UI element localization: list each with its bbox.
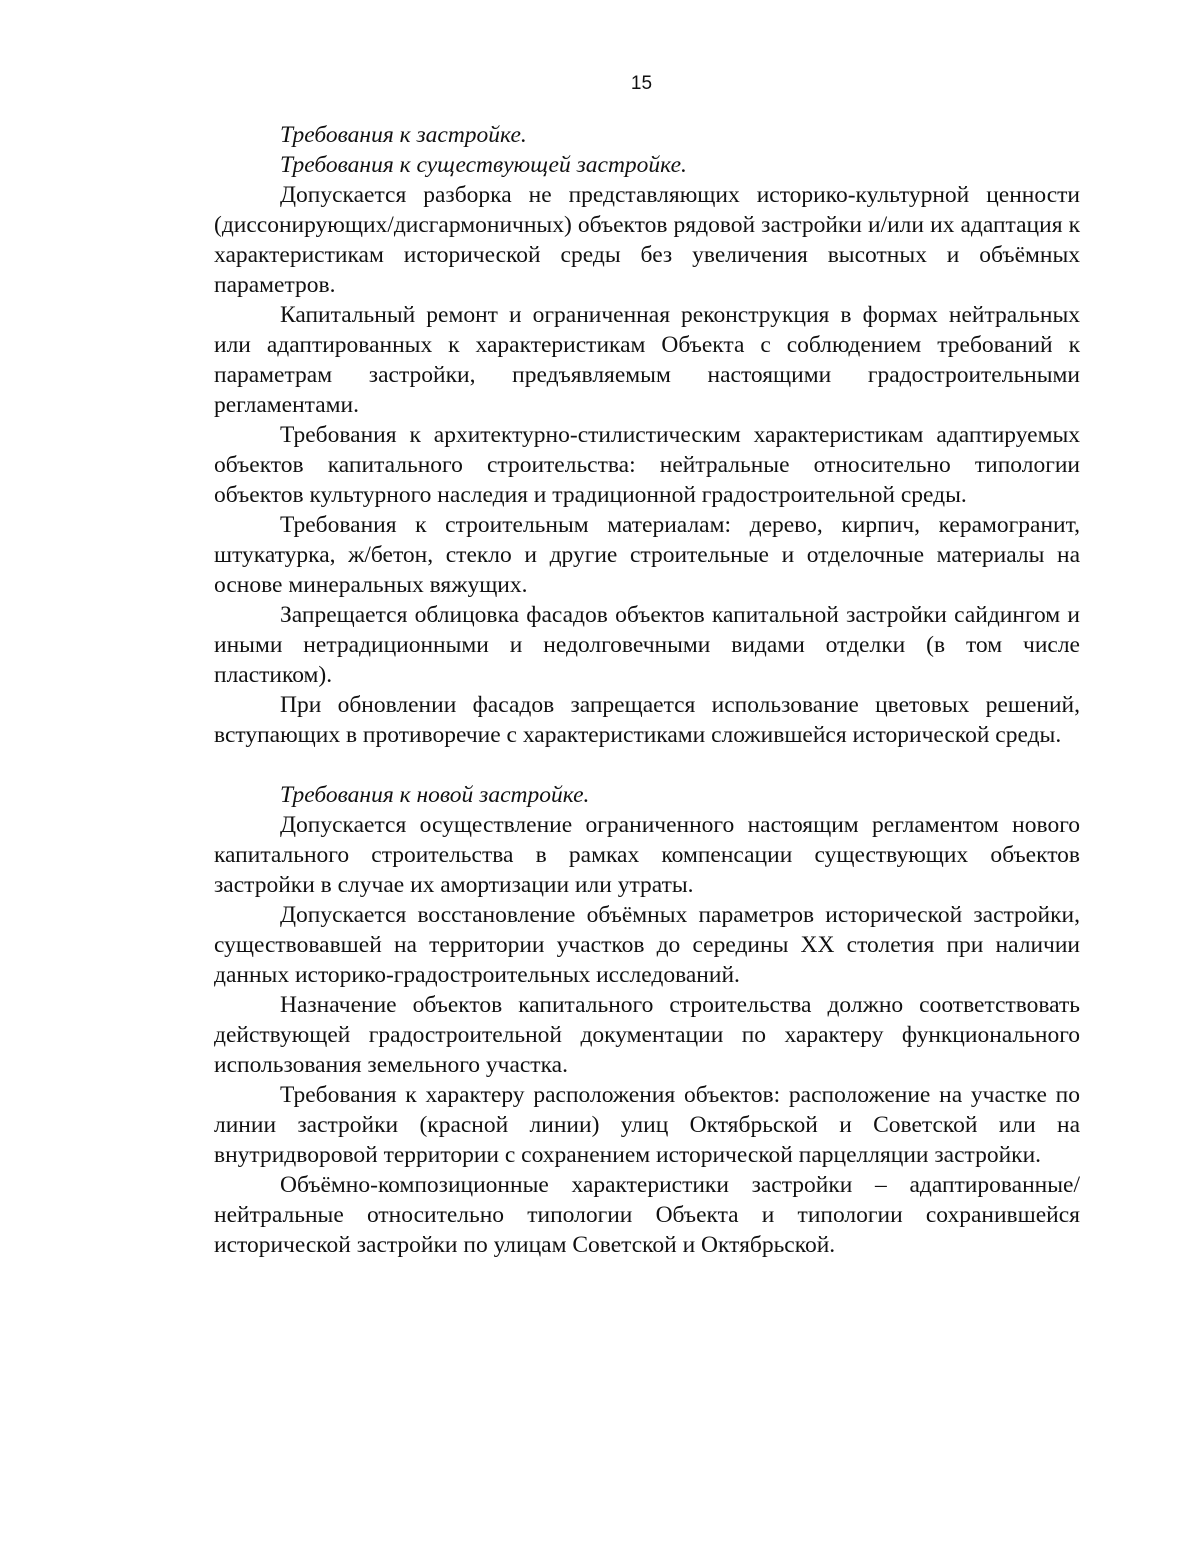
paragraph: Допускается восстановление объёмных параметров исторической застройки, существовавшей на территории участков до середины XX столетия при наличии данных историко-градостроительных исследований.: [214, 902, 1080, 988]
paragraph: Допускается разборка не представляющих историко-культурной ценности (диссонирующих/дисгармоничных) объектов рядовой застройки и/или их адаптация к характеристикам исторической среды без увеличения высотных и объёмных параметров.: [214, 182, 1080, 298]
section-spacer: [214, 750, 1080, 780]
page-number: 15: [630, 73, 653, 94]
paragraph: Запрещается облицовка фасадов объектов капитальной застройки сайдингом и иными нетрадиционными и недолговечными видами отделки (в том числе пластиком).: [214, 602, 1080, 688]
paragraph: Назначение объектов капитального строительства должно соответствовать действующей градостроительной документации по характеру функционального использования земельного участка.: [214, 992, 1080, 1078]
paragraph: Капитальный ремонт и ограниченная реконструкция в формах нейтральных или адаптированных к характеристикам Объекта с соблюдением требований к параметрам застройки, предъявляемым настоящими градостроительными регламентами.: [214, 302, 1080, 418]
paragraph: При обновлении фасадов запрещается использование цветовых решений, вступающих в противоречие с характеристиками сложившейся исторической среды.: [214, 692, 1080, 748]
section-new-buildings: [214, 780, 1080, 1260]
section-existing-buildings: [214, 120, 1080, 750]
heading-building-requirements: Требования к застройке.: [280, 122, 527, 148]
paragraph: Требования к строительным материалам: дерево, кирпич, керамогранит, штукатурка, ж/бетон, стекло и другие строительные и отделочные материалы на основе минеральных вяжущих.: [214, 512, 1080, 598]
document-body: [214, 120, 1080, 1260]
paragraph: Допускается осуществление ограниченного настоящим регламентом нового капитального строительства в рамках компенсации существующих объектов застройки в случае их амортизации или утраты.: [214, 812, 1080, 898]
heading-new-buildings: Требования к новой застройке.: [280, 782, 590, 808]
paragraph: Объёмно-композиционные характеристики застройки – адаптированные/нейтральные относительно типологии Объекта и типологии сохранившейся исторической застройки по улицам Советской и Октябрьской.: [214, 1172, 1080, 1258]
heading-existing-buildings: Требования к существующей застройке.: [280, 152, 687, 178]
paragraph: Требования к архитектурно-стилистическим характеристикам адаптируемых объектов капитального строительства: нейтральные относительно типологии объектов культурного наследия и традиционной градостроительной среды.: [214, 422, 1080, 508]
paragraph: Требования к характеру расположения объектов: расположение на участке по линии застройки (красной линии) улиц Октябрьской и Советской или на внутридворовой территории с сохранением исторической парцелляции застройки.: [214, 1082, 1080, 1168]
